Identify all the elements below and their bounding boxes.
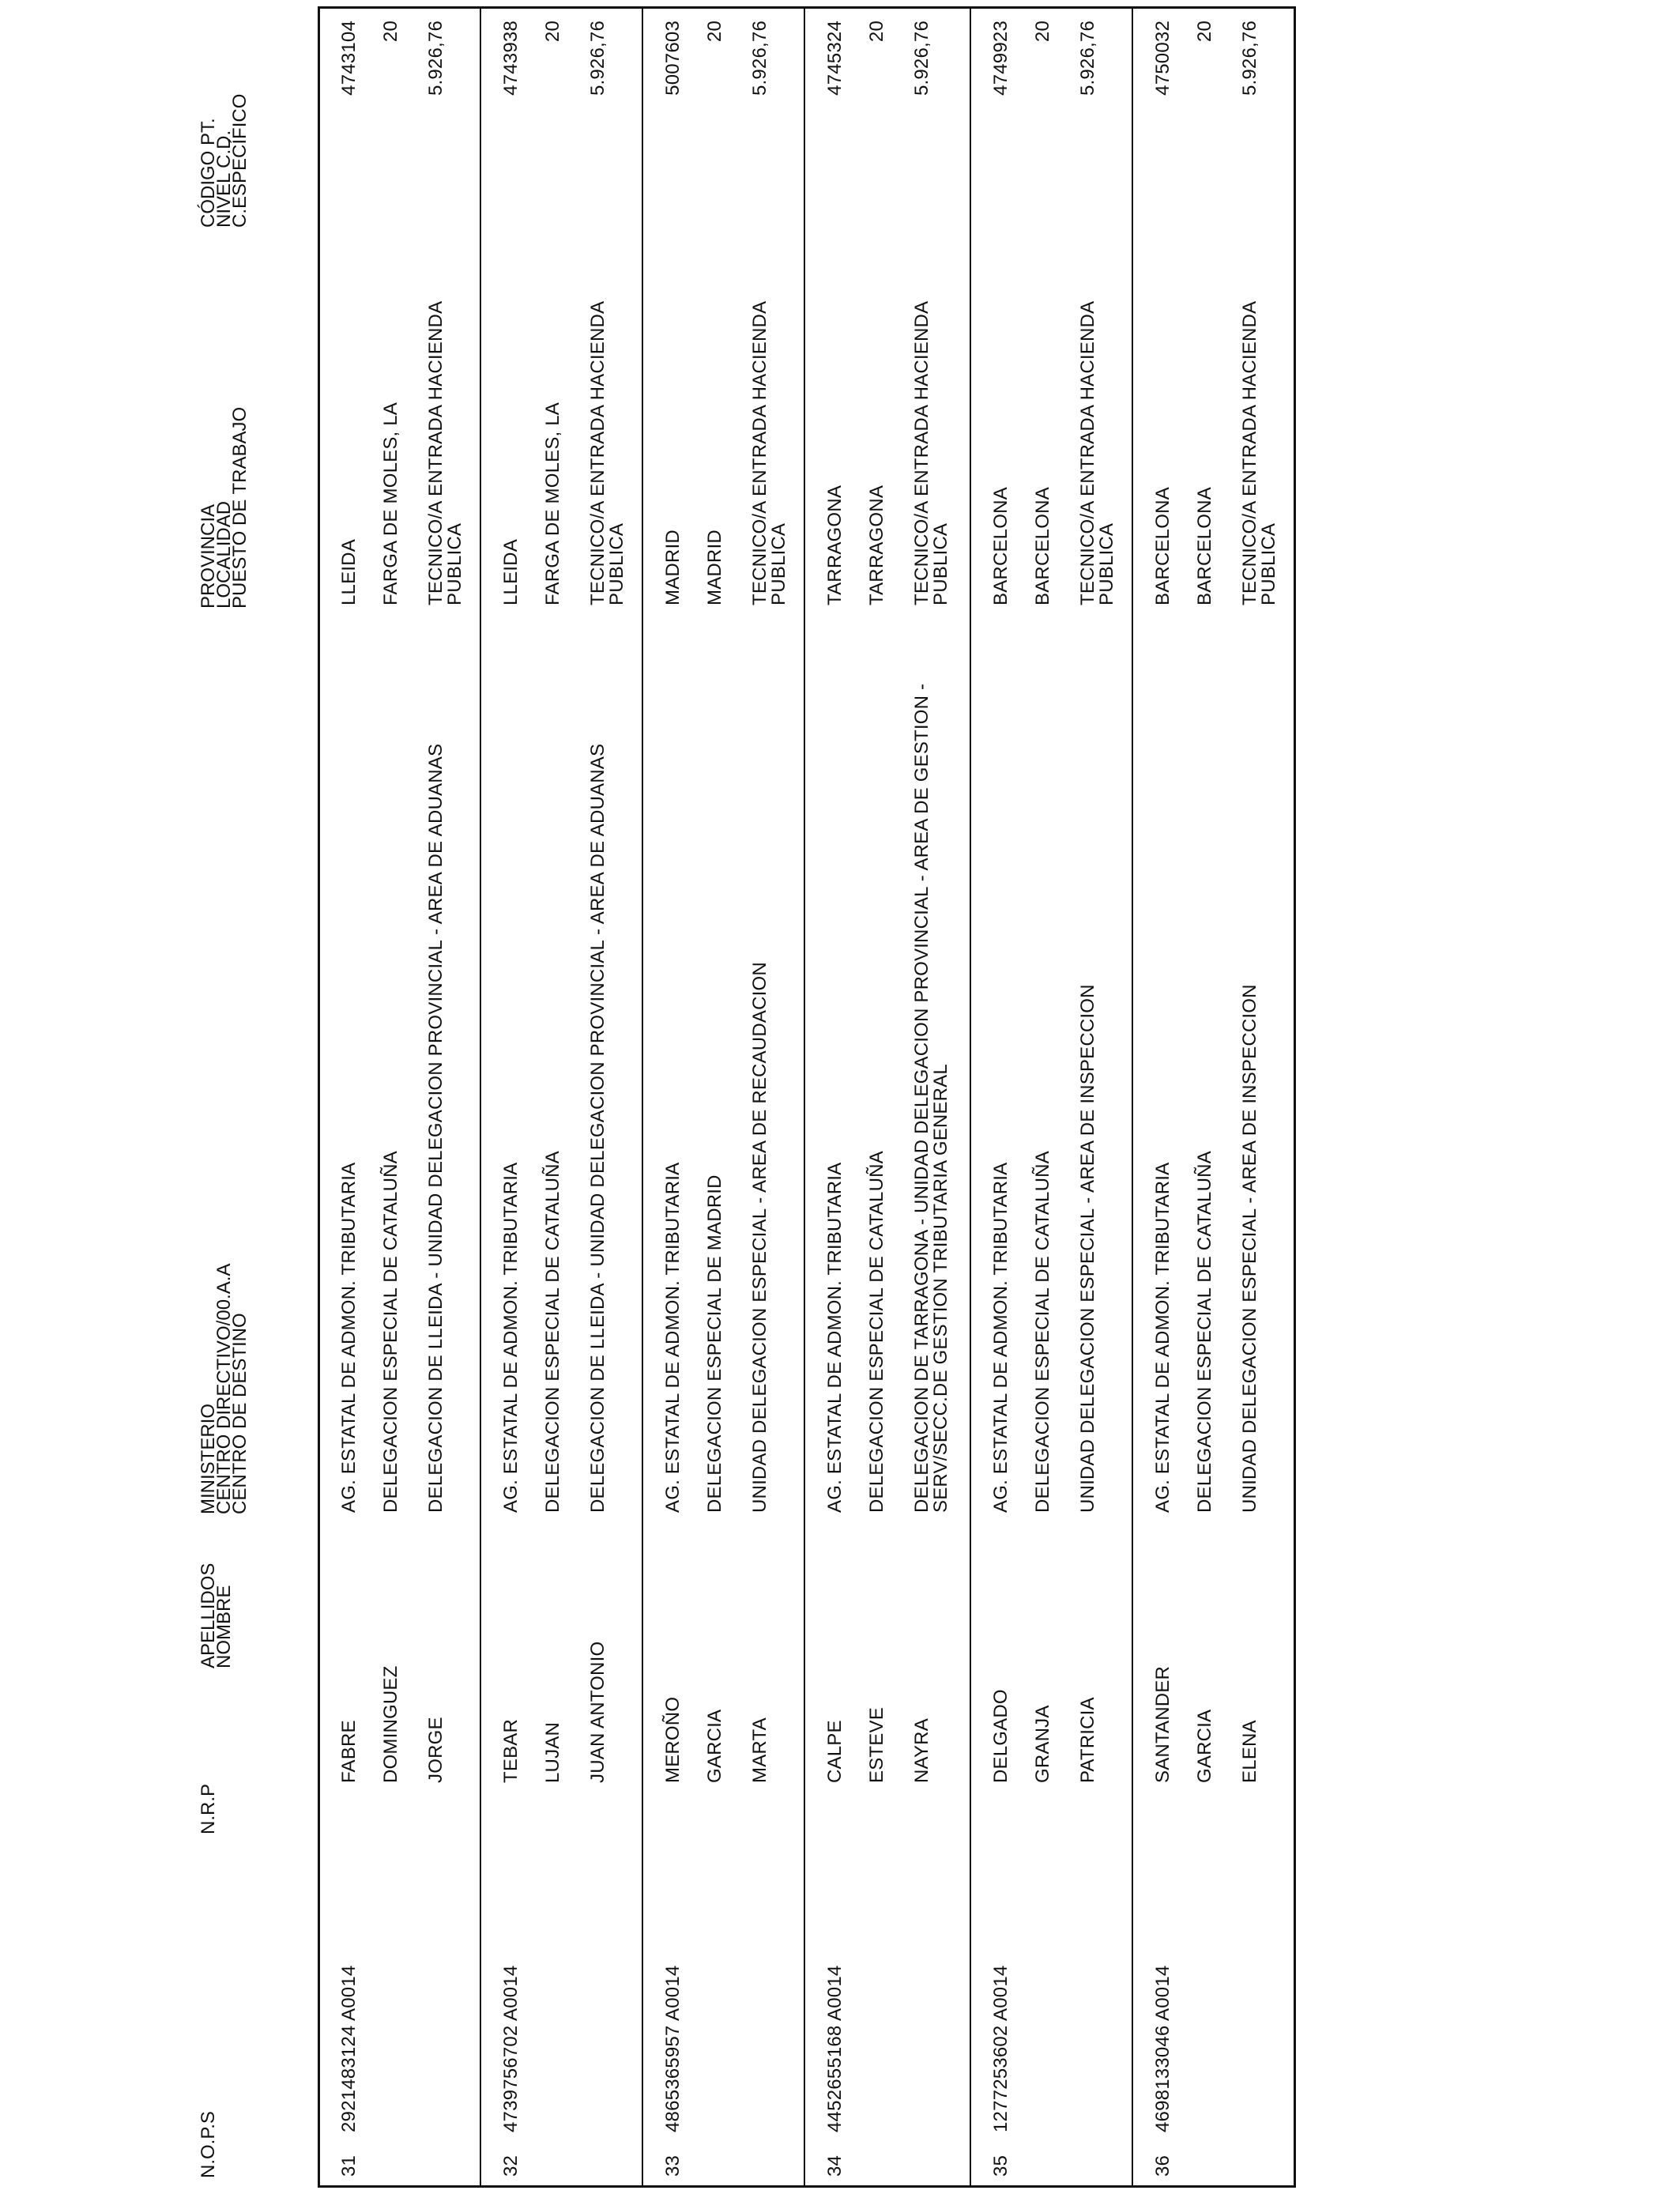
row-ministerio: AG. ESTATAL DE ADMON. TRIBUTARIA xyxy=(990,1162,1011,1513)
row-centro-directivo: DELEGACION ESPECIAL DE CATALUÑA xyxy=(866,1151,887,1513)
row-nivel: 20 xyxy=(866,21,887,43)
row-separator xyxy=(480,6,481,2188)
row-centro-destino: DELEGACION DE LLEIDA - UNIDAD DELEGACION PROVINCIAL - AREA DE ADUANAS xyxy=(425,743,446,1513)
row-separator xyxy=(804,6,805,2188)
header-nops xyxy=(198,2111,219,2178)
row-apellido2: GARCIA xyxy=(1194,1709,1215,1783)
row-provincia: TARRAGONA xyxy=(824,484,846,605)
row-especifico: 5.926,76 xyxy=(425,21,446,96)
row-centro-destino: DELEGACION DE LLEIDA - UNIDAD DELEGACION PROVINCIAL - AREA DE ADUANAS xyxy=(587,743,608,1513)
row-apellido2: GARCIA xyxy=(704,1709,725,1783)
row-localidad: BARCELONA xyxy=(1194,487,1215,605)
row-puesto: TECNICO/A ENTRADA HACIENDA PUBLICA xyxy=(425,302,465,605)
row-separator xyxy=(642,6,643,2188)
header-ministerio-line1: MINISTERIO xyxy=(198,1403,219,1514)
header-provincia-line2: LOCALIDAD xyxy=(213,500,235,609)
row-separator xyxy=(970,6,971,2188)
row-nivel: 20 xyxy=(542,21,563,43)
row-codigo: 4750032 xyxy=(1152,21,1173,96)
row-nombre: JORGE xyxy=(425,1717,446,1783)
row-number: 32 xyxy=(500,2154,522,2177)
header-nrp-label: N.R.P xyxy=(198,1783,219,1834)
row-apellido1: FABRE xyxy=(338,1720,360,1783)
row-number: 31 xyxy=(338,2154,360,2177)
row-especifico: 5.926,76 xyxy=(749,21,770,96)
row-apellido1: MEROÑO xyxy=(662,1696,684,1783)
row-centro-directivo: DELEGACION ESPECIAL DE MADRID xyxy=(704,1174,725,1513)
row-apellido1: TEBAR xyxy=(500,1718,522,1783)
row-nrp: 4739756702 A0014 xyxy=(500,1965,522,2132)
row-especifico: 5.926,76 xyxy=(1239,21,1260,96)
header-provincia xyxy=(198,406,250,609)
row-nrp: 4865365957 A0014 xyxy=(662,1965,684,2132)
row-centro-directivo: DELEGACION ESPECIAL DE CATALUÑA xyxy=(1032,1151,1053,1513)
row-apellido1: SANTANDER xyxy=(1152,1665,1173,1783)
row-centro-directivo: DELEGACION ESPECIAL DE CATALUÑA xyxy=(1194,1151,1215,1513)
row-nrp: 2921483124 A0014 xyxy=(338,1965,360,2132)
row-nombre: JUAN ANTONIO xyxy=(587,1641,608,1783)
row-nivel: 20 xyxy=(1032,21,1053,43)
row-localidad: MADRID xyxy=(704,530,725,605)
row-especifico: 5.926,76 xyxy=(911,21,932,96)
header-nops-label: N.O.P.S xyxy=(198,2111,219,2178)
header-codigo xyxy=(198,93,250,228)
row-puesto: TECNICO/A ENTRADA HACIENDA PUBLICA xyxy=(749,302,789,605)
row-centro-directivo: DELEGACION ESPECIAL DE CATALUÑA xyxy=(542,1151,563,1513)
row-codigo: 4743104 xyxy=(338,21,360,96)
row-ministerio: AG. ESTATAL DE ADMON. TRIBUTARIA xyxy=(338,1162,360,1513)
header-codigo-line1: CÓDIGO PT. xyxy=(198,118,219,228)
row-puesto: TECNICO/A ENTRADA HACIENDA PUBLICA xyxy=(911,302,951,605)
row-apellido2: GRANJA xyxy=(1032,1705,1053,1783)
row-number: 35 xyxy=(990,2154,1011,2177)
row-ministerio: AG. ESTATAL DE ADMON. TRIBUTARIA xyxy=(500,1162,522,1513)
row-number: 34 xyxy=(824,2154,846,2177)
row-codigo: 4749923 xyxy=(990,21,1011,96)
row-nrp: 1277253602 A0014 xyxy=(990,1965,1011,2132)
row-apellido1: CALPE xyxy=(824,1720,846,1783)
row-apellido1: DELGADO xyxy=(990,1689,1011,1783)
row-apellido2: LUJAN xyxy=(542,1721,563,1783)
row-codigo: 5007603 xyxy=(662,21,684,96)
header-ministerio-line3: CENTRO DE DESTINO xyxy=(229,1313,250,1514)
row-nivel: 20 xyxy=(380,21,401,43)
header-apellidos-line2: NOMBRE xyxy=(213,1585,235,1668)
row-centro-directivo: DELEGACION ESPECIAL DE CATALUÑA xyxy=(380,1151,401,1513)
row-separator xyxy=(1132,6,1133,2188)
row-localidad: BARCELONA xyxy=(1032,487,1053,605)
row-localidad: FARGA DE MOLES, LA xyxy=(542,401,563,605)
header-apellidos xyxy=(198,1563,235,1668)
row-localidad: FARGA DE MOLES, LA xyxy=(380,401,401,605)
row-centro-destino: DELEGACION DE TARRAGONA - UNIDAD DELEGACION PROVINCIAL - AREA DE GESTION - SERV/SECC.DE GESTION TRIBUTARIA GENERAL xyxy=(911,683,951,1513)
row-nombre: NAYRA xyxy=(911,1718,932,1783)
row-puesto: TECNICO/A ENTRADA HACIENDA PUBLICA xyxy=(1077,302,1117,605)
row-codigo: 4743938 xyxy=(500,21,522,96)
row-centro-destino: UNIDAD DELEGACION ESPECIAL - AREA DE INSPECCION xyxy=(1077,984,1098,1513)
row-number: 36 xyxy=(1152,2154,1173,2177)
header-provincia-line3: PUESTO DE TRABAJO xyxy=(229,406,250,609)
row-provincia: BARCELONA xyxy=(990,487,1011,605)
header-provincia-line1: PROVINCIA xyxy=(198,503,219,609)
header-ministerio-line2: CENTRO DIRECTIVO/00.A.A xyxy=(213,1263,235,1514)
row-nombre: ELENA xyxy=(1239,1720,1260,1783)
row-provincia: LLEIDA xyxy=(338,539,360,605)
row-nombre: MARTA xyxy=(749,1717,770,1783)
row-ministerio: AG. ESTATAL DE ADMON. TRIBUTARIA xyxy=(1152,1162,1173,1513)
header-codigo-line2: NIVEL C.D. xyxy=(213,130,235,228)
row-nrp: 4452655168 A0014 xyxy=(824,1965,846,2132)
row-apellido2: DOMINGUEZ xyxy=(380,1665,401,1783)
row-nombre: PATRICIA xyxy=(1077,1697,1098,1783)
row-ministerio: AG. ESTATAL DE ADMON. TRIBUTARIA xyxy=(824,1162,846,1513)
row-nivel: 20 xyxy=(704,21,725,43)
row-codigo: 4745324 xyxy=(824,21,846,96)
row-provincia: LLEIDA xyxy=(500,539,522,605)
header-ministerio xyxy=(198,1263,250,1514)
row-provincia: BARCELONA xyxy=(1152,487,1173,605)
header-apellidos-line1: APELLIDOS xyxy=(198,1563,219,1668)
row-especifico: 5.926,76 xyxy=(1077,21,1098,96)
row-centro-destino: UNIDAD DELEGACION ESPECIAL - AREA DE INSPECCION xyxy=(1239,984,1260,1513)
header-nrp xyxy=(198,1783,219,1834)
row-ministerio: AG. ESTATAL DE ADMON. TRIBUTARIA xyxy=(662,1162,684,1513)
row-apellido2: ESTEVE xyxy=(866,1707,887,1783)
row-especifico: 5.926,76 xyxy=(587,21,608,96)
row-number: 33 xyxy=(662,2154,684,2177)
header-codigo-line3: C.ESPECÍFICO xyxy=(229,93,250,228)
row-nrp: 4698133046 A0014 xyxy=(1152,1965,1173,2132)
row-localidad: TARRAGONA xyxy=(866,484,887,605)
row-centro-destino: UNIDAD DELEGACION ESPECIAL - AREA DE RECAUDACION xyxy=(749,962,770,1513)
row-nivel: 20 xyxy=(1194,21,1215,43)
row-puesto: TECNICO/A ENTRADA HACIENDA PUBLICA xyxy=(587,302,627,605)
row-puesto: TECNICO/A ENTRADA HACIENDA PUBLICA xyxy=(1239,302,1279,605)
row-provincia: MADRID xyxy=(662,530,684,605)
